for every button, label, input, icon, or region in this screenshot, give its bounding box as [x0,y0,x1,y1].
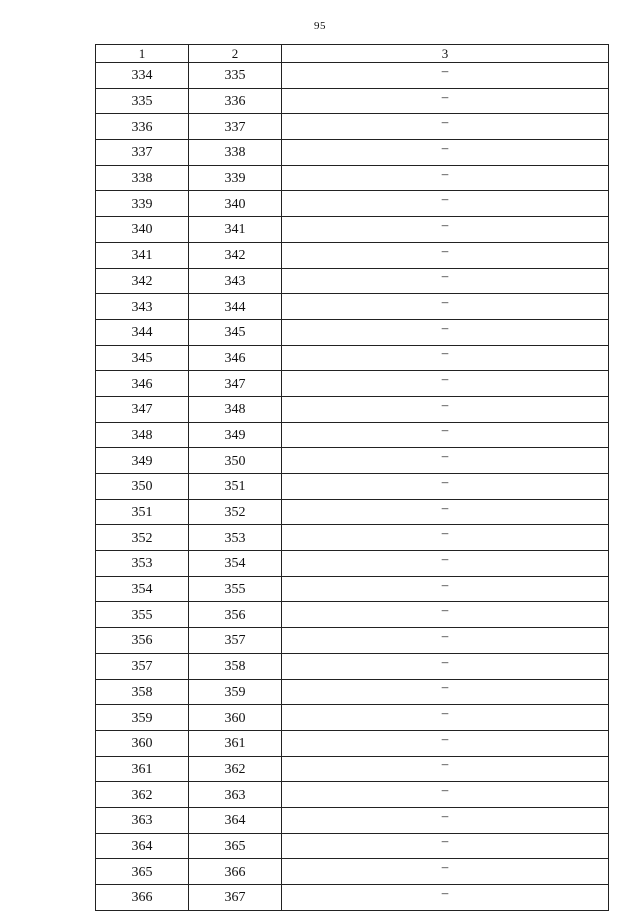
table-cell-col-1: 348 [96,422,189,448]
table-row [96,294,609,320]
table-row [96,140,609,166]
dash-mark: – [441,371,449,387]
table-cell-col-2: 360 [189,705,282,731]
table-cell-col-2: 364 [189,807,282,833]
table-cell-col-1: 355 [96,602,189,628]
table-row [96,165,609,191]
table-cell-col-3 [282,371,609,397]
dash-mark: – [441,550,449,566]
dash-mark: – [441,345,449,361]
table-cell-col-3 [282,705,609,731]
table-cell-col-2: 356 [189,602,282,628]
dash-mark: – [441,884,449,900]
table-row [96,602,609,628]
table-cell-col-3 [282,88,609,114]
table-row [96,859,609,885]
dash-mark: – [441,216,449,232]
table-cell-col-3 [282,833,609,859]
table-cell-col-3 [282,191,609,217]
table-row [96,885,609,911]
dash-mark: – [441,627,449,643]
dash-mark: – [441,114,449,130]
table-cell-col-1: 338 [96,165,189,191]
table-cell-col-2: 347 [189,371,282,397]
column-header-3: 3 [282,45,609,63]
table-cell-col-3 [282,525,609,551]
table-row [96,319,609,345]
table-cell-col-2: 351 [189,474,282,500]
dash-mark: – [441,730,449,746]
dash-mark: – [441,88,449,104]
table-cell-col-1: 340 [96,217,189,243]
table-cell-col-2: 353 [189,525,282,551]
table-cell-col-3 [282,140,609,166]
table-row [96,114,609,140]
table-cell-col-2: 336 [189,88,282,114]
table-row [96,833,609,859]
table-cell-col-2: 361 [189,730,282,756]
dash-mark: – [441,679,449,695]
table-cell-col-1: 360 [96,730,189,756]
table-row [96,499,609,525]
dash-mark: – [441,139,449,155]
table-row [96,576,609,602]
table-header [96,45,609,63]
table-row [96,345,609,371]
table-cell-col-1: 334 [96,63,189,89]
table-cell-col-1: 341 [96,242,189,268]
dash-mark: – [441,448,449,464]
table-row [96,730,609,756]
table-row [96,217,609,243]
dash-mark: – [441,242,449,258]
table-cell-col-2: 365 [189,833,282,859]
table-row [96,268,609,294]
table-cell-col-2: 344 [189,294,282,320]
table-cell-col-1: 343 [96,294,189,320]
table-cell-col-3 [282,242,609,268]
table-cell-col-1: 353 [96,551,189,577]
table-cell-col-3 [282,859,609,885]
table-row [96,628,609,654]
table-cell-col-3 [282,730,609,756]
table-cell-col-3 [282,885,609,911]
table-cell-col-3 [282,474,609,500]
table-cell-col-2: 366 [189,859,282,885]
table-cell-col-2: 359 [189,679,282,705]
table-cell-col-1: 345 [96,345,189,371]
table-cell-col-2: 348 [189,396,282,422]
dash-mark: – [441,499,449,515]
dash-mark: – [441,653,449,669]
table-cell-col-3 [282,268,609,294]
table-cell-col-2: 354 [189,551,282,577]
table-cell-col-1: 366 [96,885,189,911]
table-cell-col-1: 354 [96,576,189,602]
dash-mark: – [441,602,449,618]
table-cell-col-2: 357 [189,628,282,654]
table-cell-col-3 [282,628,609,654]
dash-mark: – [441,165,449,181]
table-row [96,242,609,268]
table-cell-col-1: 362 [96,782,189,808]
table-cell-col-3 [282,217,609,243]
table-cell-col-3 [282,294,609,320]
table-row [96,679,609,705]
table-cell-col-1: 356 [96,628,189,654]
table-cell-col-1: 358 [96,679,189,705]
table-cell-col-1: 347 [96,396,189,422]
table-cell-col-2: 340 [189,191,282,217]
table-cell-col-1: 352 [96,525,189,551]
table-row [96,756,609,782]
table-cell-col-3 [282,499,609,525]
dash-mark: – [441,422,449,438]
table-cell-col-2: 345 [189,319,282,345]
dash-mark: – [441,525,449,541]
table-cell-col-1: 357 [96,653,189,679]
table-row [96,63,609,89]
table-row [96,807,609,833]
dash-mark: – [441,473,449,489]
table-cell-col-1: 344 [96,319,189,345]
dash-mark: – [441,191,449,207]
table-row [96,422,609,448]
table-cell-col-1: 364 [96,833,189,859]
table-row [96,782,609,808]
table-cell-col-3 [282,551,609,577]
table-row [96,551,609,577]
column-header-2: 2 [189,45,282,63]
table-row [96,653,609,679]
dash-mark: – [441,782,449,798]
table-cell-col-3 [282,602,609,628]
table-cell-col-2: 355 [189,576,282,602]
table-cell-col-1: 365 [96,859,189,885]
page-number: 95 [314,20,326,32]
table-cell-col-2: 349 [189,422,282,448]
column-header-1: 1 [96,45,189,63]
table-cell-col-1: 363 [96,807,189,833]
table-cell-col-3 [282,679,609,705]
table-cell-col-2: 350 [189,448,282,474]
table-cell-col-3 [282,319,609,345]
table-cell-col-3 [282,165,609,191]
table-cell-col-1: 339 [96,191,189,217]
table-cell-col-2: 343 [189,268,282,294]
table-cell-col-1: 336 [96,114,189,140]
table-cell-col-3 [282,114,609,140]
table-cell-col-2: 341 [189,217,282,243]
table-row [96,705,609,731]
table-cell-col-1: 350 [96,474,189,500]
table-cell-col-3 [282,756,609,782]
table-cell-col-2: 342 [189,242,282,268]
dash-mark: – [441,62,449,78]
table-cell-col-2: 367 [189,885,282,911]
table-cell-col-2: 335 [189,63,282,89]
table-cell-col-1: 342 [96,268,189,294]
table-cell-col-2: 363 [189,782,282,808]
dash-mark: – [441,756,449,772]
table-cell-col-2: 358 [189,653,282,679]
dash-mark: – [441,319,449,335]
table-row [96,448,609,474]
table-row [96,396,609,422]
dash-mark: – [441,859,449,875]
table-body [96,63,609,911]
table-cell-col-1: 351 [96,499,189,525]
table-row [96,474,609,500]
header-row [96,45,609,63]
table-cell-col-3 [282,396,609,422]
table-cell-col-2: 338 [189,140,282,166]
table-cell-col-1: 359 [96,705,189,731]
dash-mark: – [441,833,449,849]
table-row [96,525,609,551]
table-cell-col-2: 346 [189,345,282,371]
table-cell-col-1: 337 [96,140,189,166]
table-cell-col-3 [282,448,609,474]
table-cell-col-3 [282,63,609,89]
table-cell-col-3 [282,807,609,833]
table-cell-col-1: 349 [96,448,189,474]
dash-mark: – [441,576,449,592]
table-row [96,88,609,114]
table-cell-col-2: 337 [189,114,282,140]
table-cell-col-3 [282,653,609,679]
table-cell-col-2: 362 [189,756,282,782]
table-cell-col-2: 352 [189,499,282,525]
table-cell-col-3 [282,345,609,371]
data-table [95,44,609,911]
table-cell-col-3 [282,576,609,602]
table-cell-col-3 [282,422,609,448]
dash-mark: – [441,807,449,823]
table-row [96,371,609,397]
table-cell-col-1: 335 [96,88,189,114]
table-cell-col-2: 339 [189,165,282,191]
table-cell-col-3 [282,782,609,808]
dash-mark: – [441,396,449,412]
dash-mark: – [441,268,449,284]
table-cell-col-1: 346 [96,371,189,397]
dash-mark: – [441,294,449,310]
dash-mark: – [441,705,449,721]
table-cell-col-1: 361 [96,756,189,782]
table-row [96,191,609,217]
